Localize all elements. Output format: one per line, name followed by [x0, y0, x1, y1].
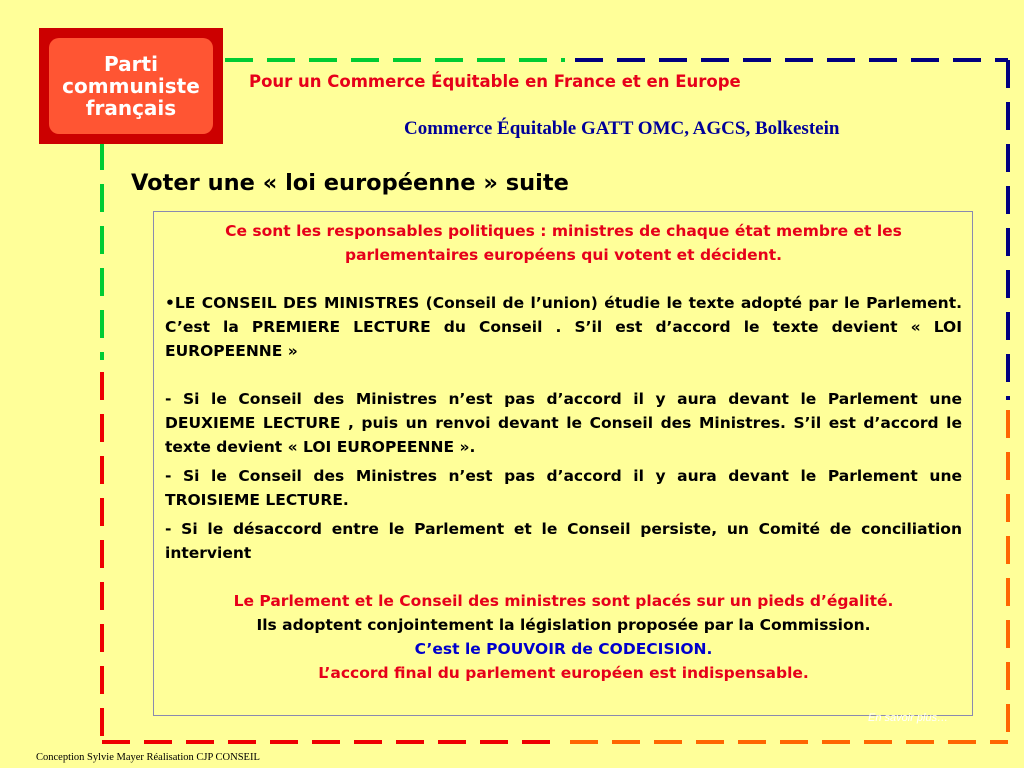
paragraph-deuxieme-lecture: - Si le Conseil des Ministres n’est pas d’accord il y aura devant le Parlement une DEUXIEME LECTURE , puis un renvoi devant le Conseil des Ministres. S’il est d’accord le texte devient « LOI EUROPEENNE ».: [165, 390, 962, 456]
intro-text: Ce sont les responsables politiques : ministres de chaque état membre et les parlementaires européens qui votent et décident.: [225, 222, 902, 264]
header-line-2: Commerce Équitable GATT OMC, AGCS, Bolkestein: [404, 118, 840, 139]
content-box: [153, 211, 973, 716]
conclusion-accord-final: L’accord final du parlement européen est indispensable.: [318, 664, 809, 682]
footer-credits: Conception Sylvie Mayer Réalisation CJP CONSEIL: [36, 752, 260, 763]
more-info-link[interactable]: En savoir plus…: [868, 712, 949, 724]
logo-line-1: Parti: [104, 52, 158, 76]
slide-title: Voter une « loi européenne » suite: [131, 170, 569, 196]
conclusion-legislation: Ils adoptent conjointement la législation proposée par la Commission.: [256, 616, 871, 634]
paragraph-conseil: •LE CONSEIL DES MINISTRES (Conseil de l’union) étudie le texte adopté par le Parlement. C’est la PREMIERE LECTURE du Conseil . S’il est d’accord le texte devient « LOI EUROPEENNE »: [165, 294, 962, 360]
conclusion-egalite: Le Parlement et le Conseil des ministres sont placés sur un pieds d’égalité.: [233, 592, 894, 610]
paragraph-conciliation: - Si le désaccord entre le Parlement et le Conseil persiste, un Comité de conciliation intervient: [165, 520, 962, 562]
conclusion-codecision: C’est le POUVOIR de CODECISION.: [414, 640, 713, 658]
logo-line-3: français: [85, 96, 177, 120]
logo-line-2: communiste: [62, 74, 200, 98]
party-logo: [39, 28, 223, 144]
paragraph-troisieme-lecture: - Si le Conseil des Ministres n’est pas d’accord il y aura devant le Parlement une TROISIEME LECTURE.: [165, 467, 962, 509]
header-line-1: Pour un Commerce Équitable en France et en Europe: [249, 72, 741, 91]
